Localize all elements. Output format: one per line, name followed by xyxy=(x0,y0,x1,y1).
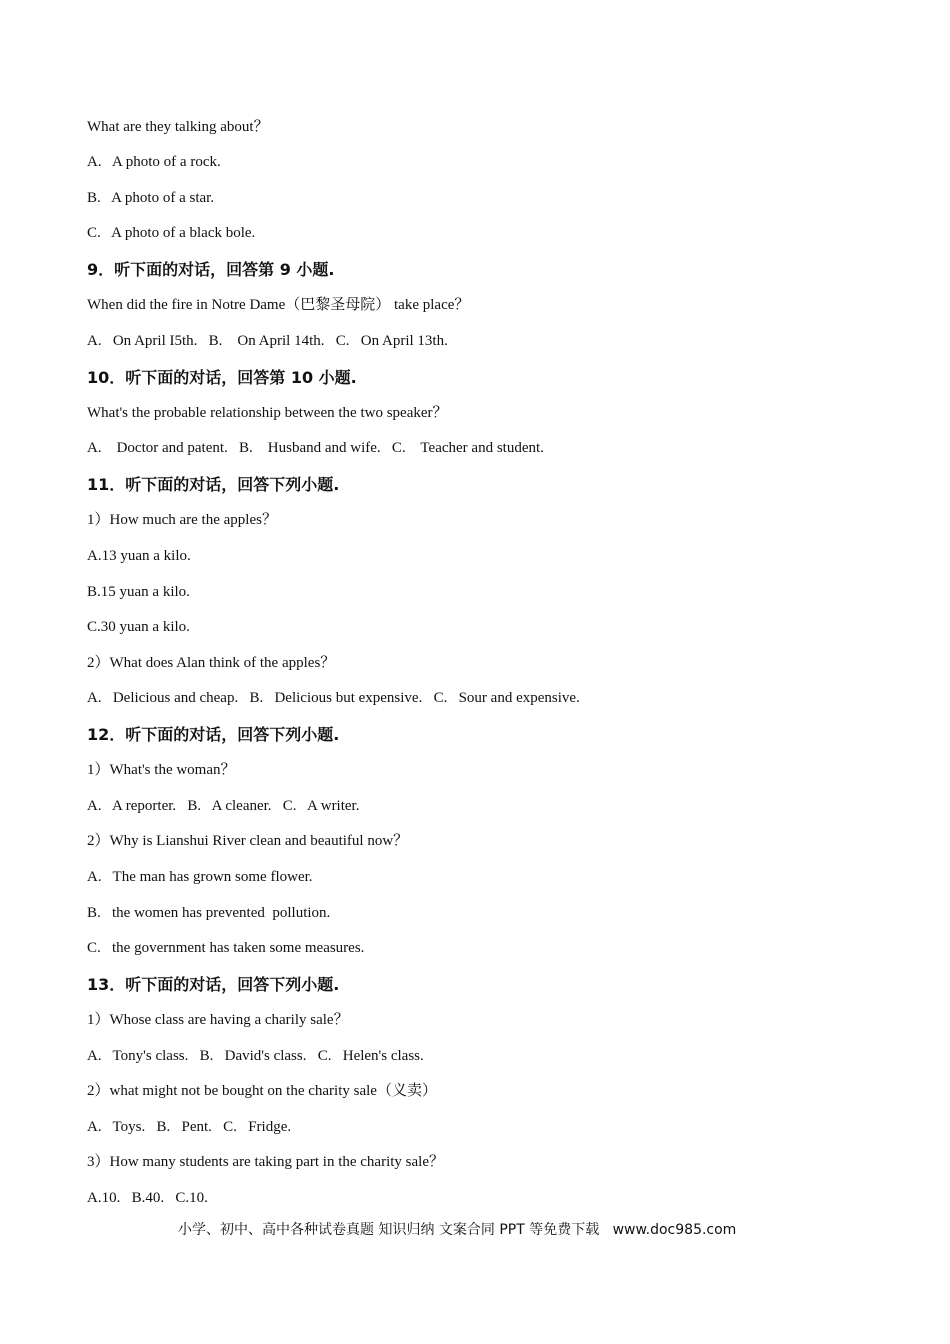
question-line: A.10. B.40. C.10. xyxy=(87,1190,208,1206)
question-line: What's the probable relationship between the two speaker？ xyxy=(87,405,448,421)
section-heading: 10．听下面的对话，回答第 10 小题. xyxy=(87,368,357,387)
question-line: When did the fire in Notre Dame（巴黎圣母院） take place？ xyxy=(87,297,470,313)
question-line: 1）How much are the apples？ xyxy=(87,512,277,528)
section-heading: 12．听下面的对话，回答下列小题. xyxy=(87,725,340,744)
question-line: A. A photo of a rock. xyxy=(87,154,221,170)
question-line: B. the women has prevented pollution. xyxy=(87,905,331,921)
question-line: A.13 yuan a kilo. xyxy=(87,548,191,564)
question-line: 1）What's the woman？ xyxy=(87,762,236,778)
question-line: A. The man has grown some flower. xyxy=(87,869,313,885)
question-line: 2）what might not be bought on the charity sale（义卖） xyxy=(87,1083,437,1099)
question-line: A. On April I5th. B. On April 14th. C. On April 13th. xyxy=(87,333,448,349)
question-line: A. Toys. B. Pent. C. Fridge. xyxy=(87,1119,292,1135)
section-heading: 11．听下面的对话，回答下列小题. xyxy=(87,475,340,494)
question-line: B.15 yuan a kilo. xyxy=(87,584,190,600)
question-line: A. Doctor and patent. B. Husband and wife. C. Teacher and student. xyxy=(87,440,544,456)
question-line: B. A photo of a star. xyxy=(87,190,215,206)
section-heading: 13．听下面的对话，回答下列小题. xyxy=(87,975,340,994)
question-line: C. the government has taken some measures. xyxy=(87,940,365,956)
question-line: C. A photo of a black bole. xyxy=(87,225,256,241)
question-line: What are they talking about？ xyxy=(87,119,269,135)
question-line: A. Tony's class. B. David's class. C. Helen's class. xyxy=(87,1048,424,1064)
question-line: A. Delicious and cheap. B. Delicious but expensive. C. Sour and expensive. xyxy=(87,690,580,706)
question-line: 3）How many students are taking part in the charity sale？ xyxy=(87,1154,444,1170)
question-line: 2）What does Alan think of the apples？ xyxy=(87,655,336,671)
page-footer: 小学、初中、高中各种试卷真题 知识归纳 文案合同 PPT 等免费下载 www.doc985.com xyxy=(178,1222,737,1238)
question-line: C.30 yuan a kilo. xyxy=(87,619,190,635)
question-line: 2）Why is Lianshui River clean and beautiful now？ xyxy=(87,833,409,849)
question-line: A. A reporter. B. A cleaner. C. A writer. xyxy=(87,798,360,814)
question-line: 1）Whose class are having a charily sale？ xyxy=(87,1012,349,1028)
section-heading: 9．听下面的对话，回答第 9 小题. xyxy=(87,260,335,279)
